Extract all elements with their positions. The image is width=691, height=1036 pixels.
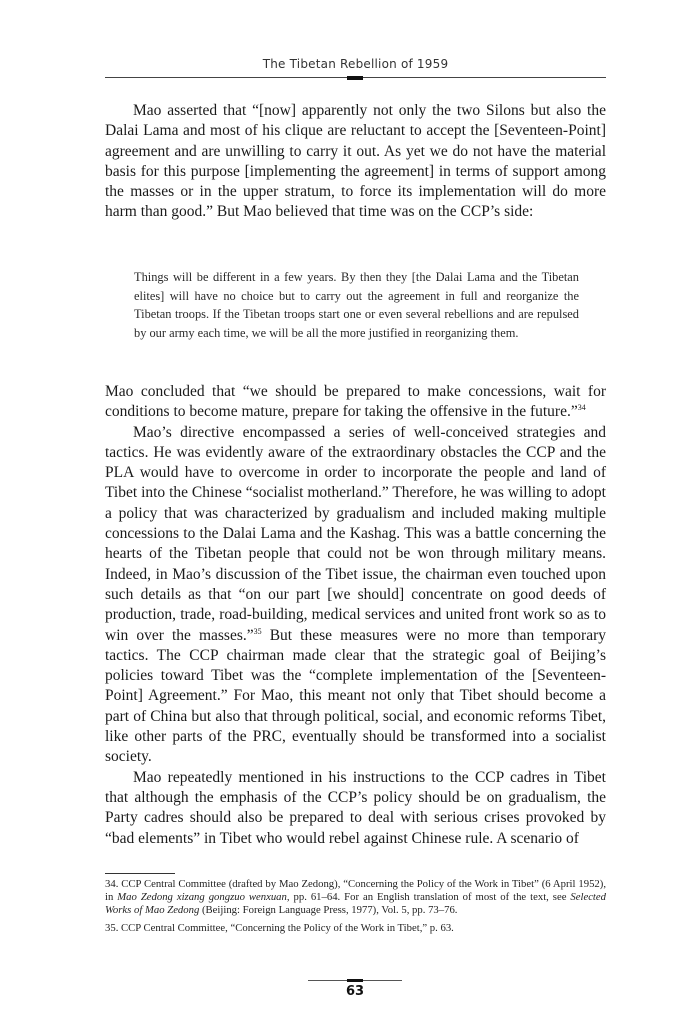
footnote-rule <box>105 873 175 874</box>
paragraph-2 <box>105 382 606 423</box>
footnote-34-text-b: pp. 61–64. For an English translation of most of the text, see <box>289 891 571 903</box>
footnote-ref-34[interactable]: 34 <box>577 403 586 413</box>
footnote-34-title-1: Mao Zedong xizang gongzuo wenxuan, <box>117 891 290 903</box>
header-rule-mark <box>347 76 363 80</box>
paragraph-3-text-a: Mao’s directive encompassed a series of well-conceived strategies and tactics. He was evidently aware of the extraordinary obstacles the CCP and the PLA would have to overcome in order to incorporate the people and land of Tibet into the Chinese “socialist motherland.” Therefore, he was willing to adopt a policy that was characterized by gradualism and included making multiple concessions to the Dalai Lama and the Kashag. This was a battle concerning the hearts of the Tibetan people that could not be won through military means. Indeed, in Mao’s discussion of the Tibet issue, the chairman even touched upon such details as that “on our part [we should] concentrate on good deeds of production, trade, road-building, medical services and united front work so as to win over the masses.” <box>105 423 606 644</box>
block-quote: Things will be different in a few years. By then they [the Dalai Lama and the Tibetan elites] will have no choice but to carry out the agreement in full and reorganize the Tibetan troops. If the Tibetan troops start one or even several rebellions and are repulsed by our army each time, we will be all the more justified in reorganizing them. <box>134 270 579 340</box>
paragraph-3 <box>105 423 606 768</box>
body-block-top <box>105 101 606 223</box>
footnote-34-text-a: 34. CCP Central Committee (drafted by Mao Zedong), “Concerning the Policy of the Work in Tibet” (6 April 1952), in <box>105 878 606 903</box>
body-block-main <box>105 382 606 849</box>
footnote-34 <box>105 878 606 917</box>
footnote-ref-35[interactable]: 35 <box>253 626 262 636</box>
footnote-34-title-2: Selected Works of Mao Zedong <box>105 891 606 916</box>
paragraph-3-text-b: But these measures were no more than temporary tactics. The CCP chairman made clear that the strategic goal of Beijing’s policies toward Tibet was the “complete implementation of the [Seventeen-Point] Agreement.” For Mao, this meant not only that Tibet should become a part of China but also that through political, social, and economic reforms Tibet, like other parts of the PRC, eventually should be transformed into a socialist society. <box>105 626 606 766</box>
page-number: 63 <box>345 984 365 999</box>
paragraph-2-text: Mao concluded that “we should be prepared to make concessions, wait for conditions to become mature, prepare for taking the offensive in the future.” <box>105 383 606 421</box>
footnote-35: 35. CCP Central Committee, “Concerning the Policy of the Work in Tibet,” p. 63. <box>105 922 454 934</box>
footnotes <box>105 878 606 940</box>
footnote-34-text-c: (Beijing: Foreign Language Press, 1977), Vol. 5, pp. 73–76. <box>199 904 458 916</box>
folio-rule-mark <box>347 979 363 982</box>
paragraph-4: Mao repeatedly mentioned in his instructions to the CCP cadres in Tibet that although the emphasis of the CCP’s policy should be on gradualism, the Party cadres should also be prepared to deal with serious crises provoked by “bad elements” in Tibet who would rebel against Chinese rule. A scenario of <box>105 768 606 847</box>
paragraph-1: Mao asserted that “[now] apparently not only the two Silons but also the Dalai Lama and most of his clique are reluctant to accept the [Seventeen-Point] agreement and are unwilling to carry it out. As yet we do not have the material basis for this purpose [implementing the agreement] in terms of support among the masses or in the upper stratum, to force its implementation will do more harm than good.” But Mao believed that time was on the CCP’s side: <box>105 102 606 221</box>
running-head: The Tibetan Rebellion of 1959 <box>262 57 449 71</box>
